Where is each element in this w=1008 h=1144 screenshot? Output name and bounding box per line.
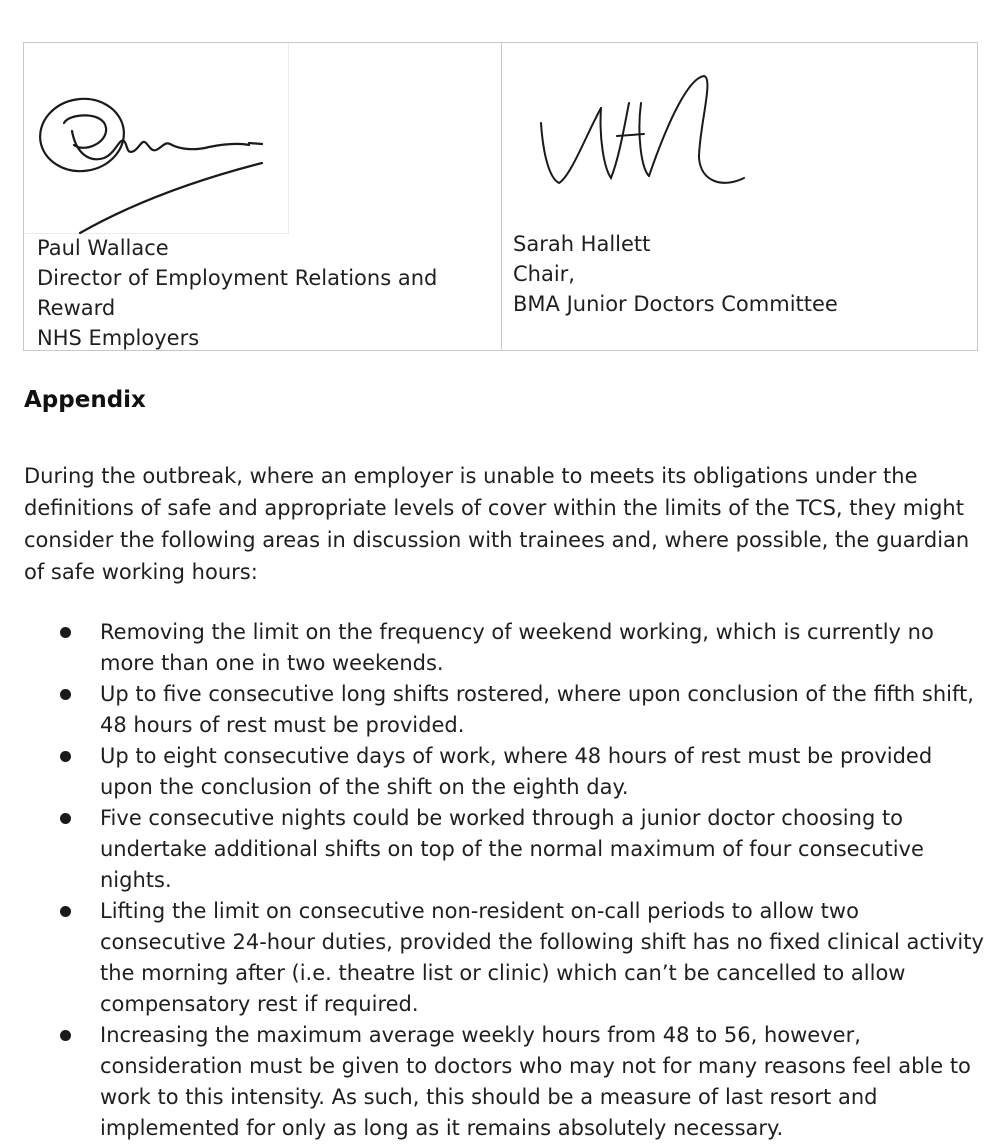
appendix-heading: Appendix bbox=[24, 387, 146, 413]
appendix-list bbox=[60, 617, 990, 1144]
bullet-icon bbox=[60, 906, 71, 917]
table-divider bbox=[501, 43, 502, 350]
list-item bbox=[60, 896, 990, 1020]
signatory-right-name: Sarah Hallett bbox=[513, 232, 651, 256]
list-item-text: Increasing the maximum average weekly hours from 48 to 56, however, consideration must be given to doctors who may not for many reasons feel able to work to this intensity. As such, this should be a measure of last resort and implemented for only as long as it remains absolutely necessary. bbox=[100, 1023, 971, 1140]
list-item-text: Removing the limit on the frequency of weekend working, which is currently no more than one in two weekends. bbox=[100, 620, 934, 675]
signatory-left-title-line2: Reward bbox=[37, 296, 116, 320]
signature-paul-wallace bbox=[34, 83, 274, 243]
signatory-left-name: Paul Wallace bbox=[37, 236, 169, 260]
list-item-text: Five consecutive nights could be worked through a junior doctor choosing to undertake additional shifts on top of the normal maximum of four consecutive nights. bbox=[100, 806, 924, 892]
signatory-left-block bbox=[37, 233, 467, 353]
list-item-text: Up to five consecutive long shifts rostered, where upon conclusion of the fifth shift, 48 hours of rest must be provided. bbox=[100, 682, 974, 737]
list-item-text: Lifting the limit on consecutive non-resident on-call periods to allow two consecutive 24-hour duties, provided the following shift has no fixed clinical activity the morning after (i.e. theatre list or clinic) which can’t be cancelled to allow compensatory rest if required. bbox=[100, 899, 984, 1016]
signatory-left-title-line1: Director of Employment Relations and bbox=[37, 266, 438, 290]
list-item bbox=[60, 803, 990, 896]
bullet-icon bbox=[60, 689, 71, 700]
signature-table bbox=[23, 42, 978, 351]
appendix-intro: During the outbreak, where an employer is unable to meets its obligations under the definitions of safe and appropriate levels of cover within the limits of the TCS, they might consider the following areas in discussion with trainees and, where possible, the guardian of safe working hours: bbox=[24, 464, 970, 584]
list-item bbox=[60, 741, 990, 803]
bullet-icon bbox=[60, 627, 71, 638]
bullet-icon bbox=[60, 751, 71, 762]
signatory-right-organisation: BMA Junior Doctors Committee bbox=[513, 292, 838, 316]
list-item-text: Up to eight consecutive days of work, where 48 hours of rest must be provided upon the conclusion of the shift on the eighth day. bbox=[100, 744, 933, 799]
signature-sarah-hallett bbox=[529, 58, 789, 233]
signatory-right-block bbox=[513, 229, 953, 319]
list-item bbox=[60, 679, 990, 741]
signatory-left-organisation: NHS Employers bbox=[37, 326, 200, 350]
bullet-icon bbox=[60, 813, 71, 824]
list-item bbox=[60, 617, 990, 679]
bullet-icon bbox=[60, 1030, 71, 1041]
list-item bbox=[60, 1020, 990, 1144]
signatory-right-title: Chair, bbox=[513, 262, 575, 286]
